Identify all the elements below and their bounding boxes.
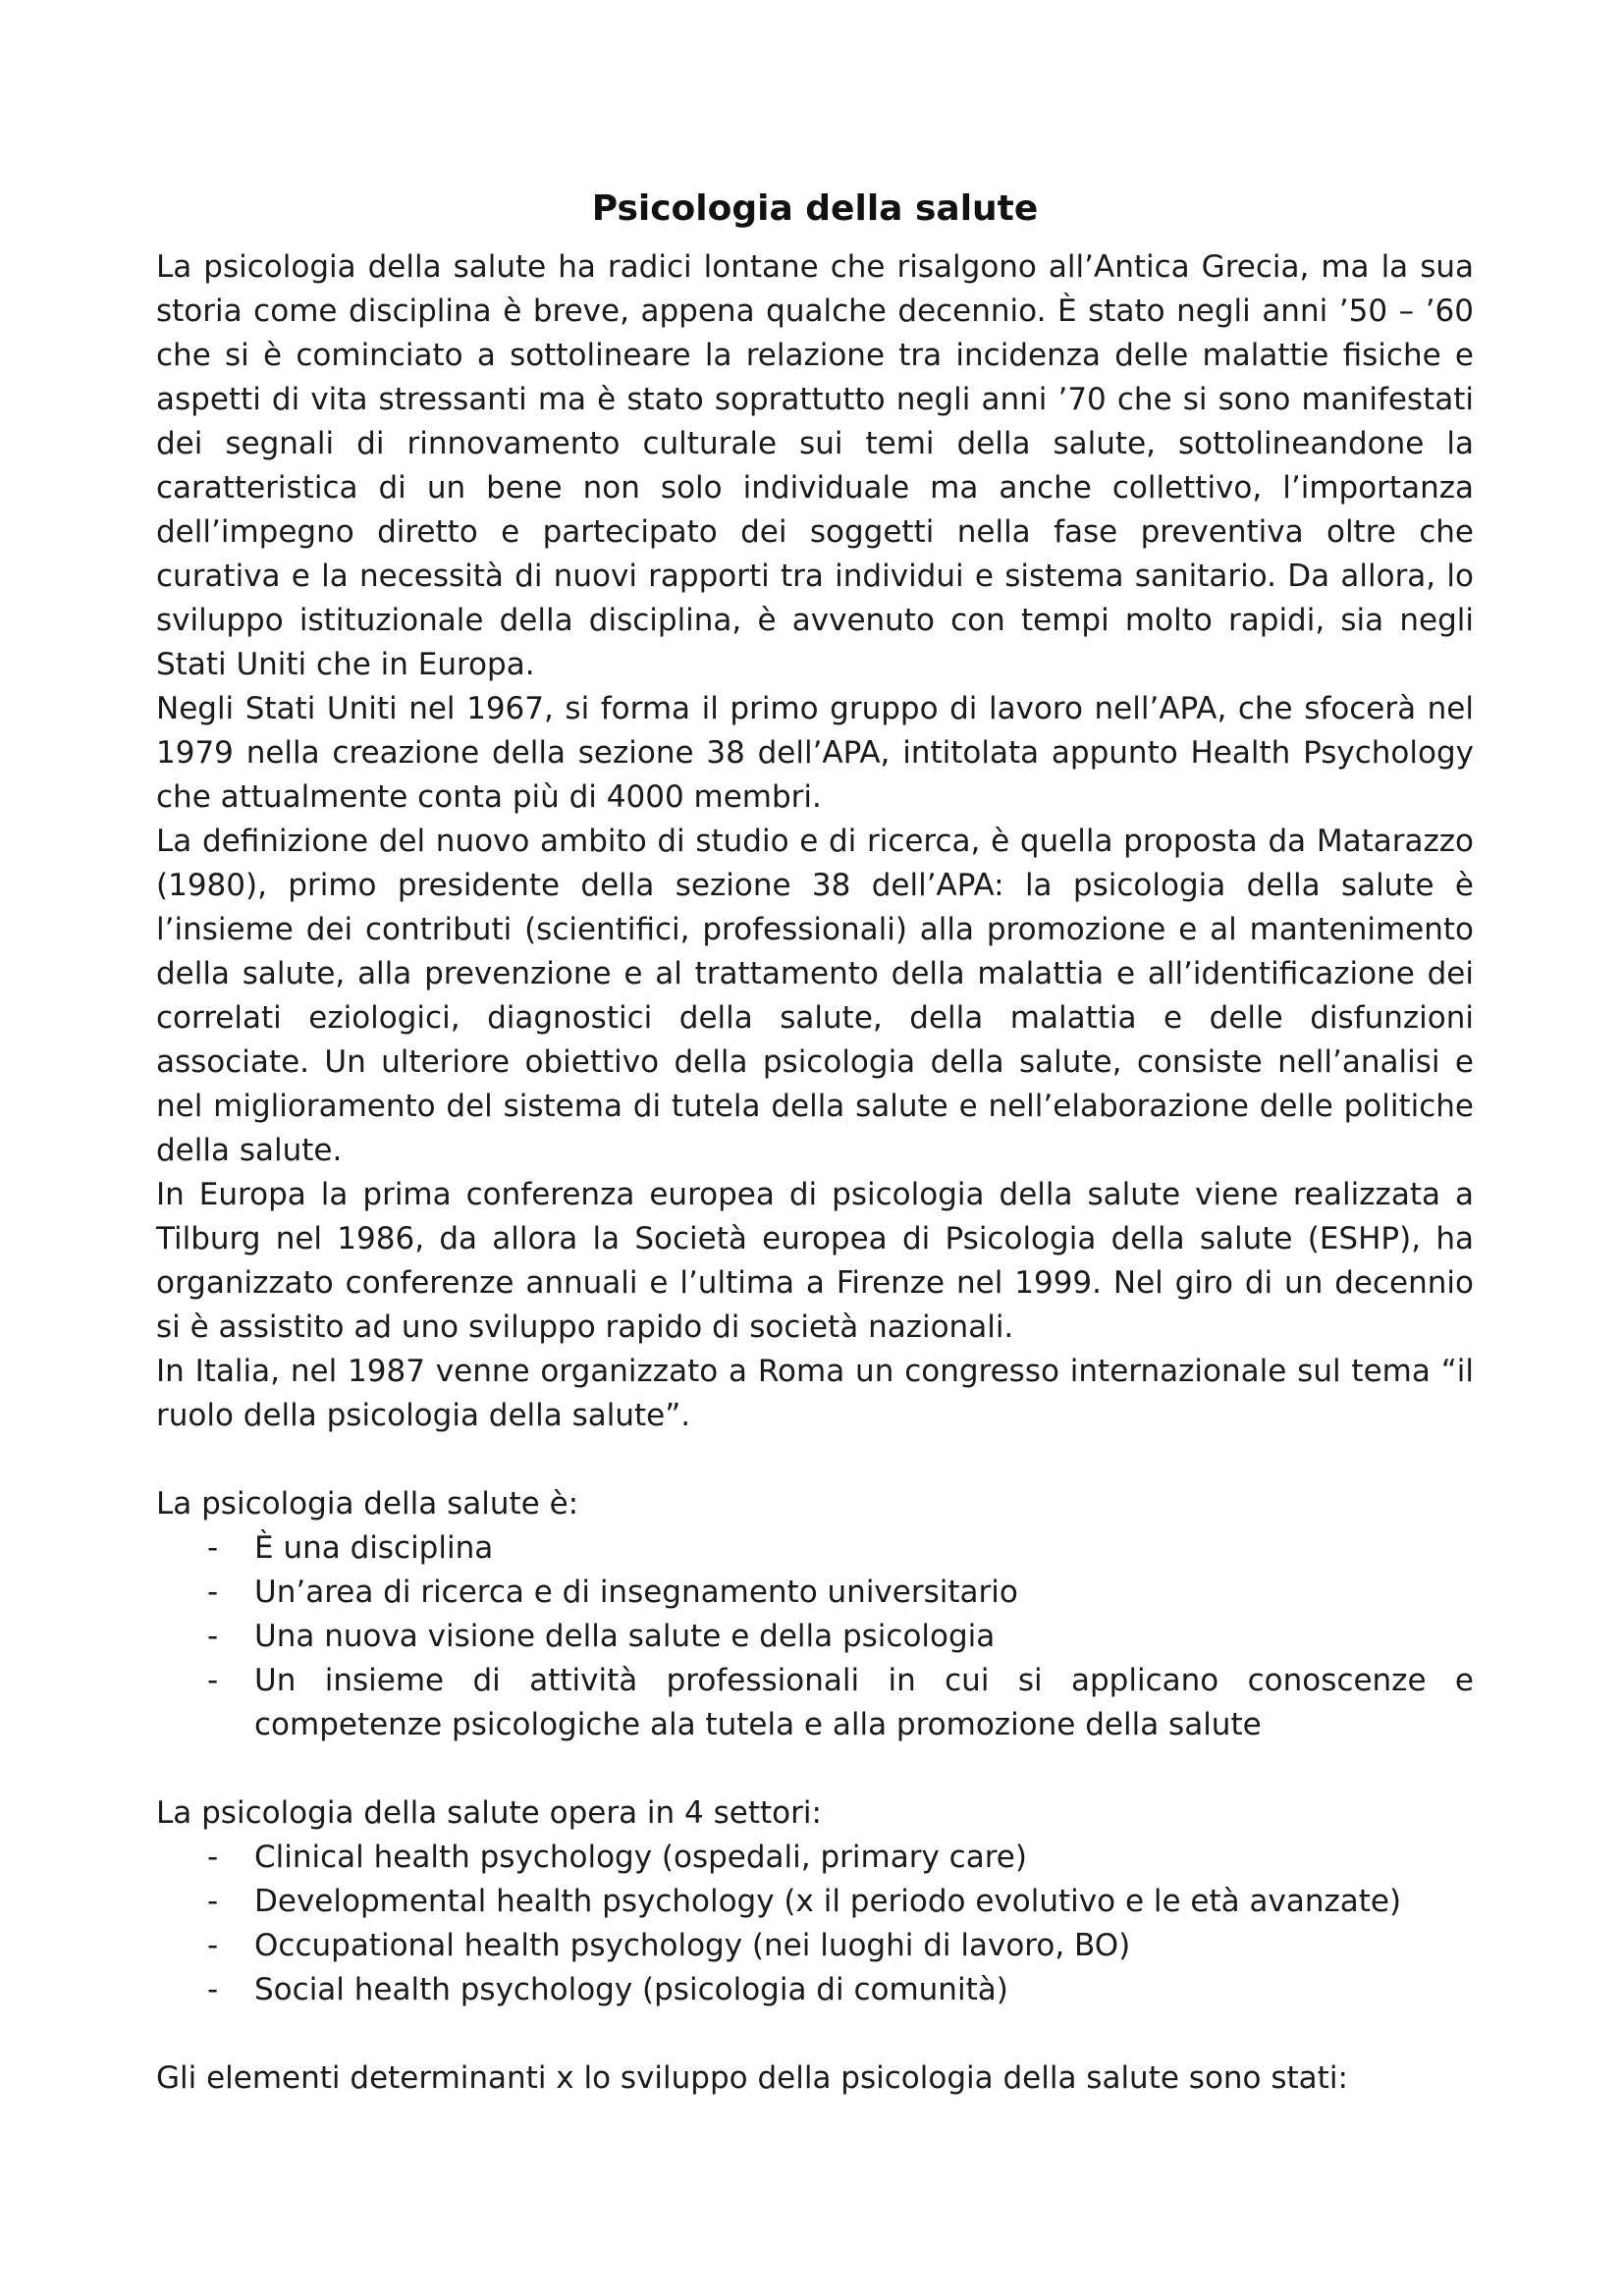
list-item — [156, 1571, 1474, 1615]
list-item-text: Occupational health psychology (nei luoghi di lavoro, BO) — [254, 1928, 1131, 1963]
list-item-text: È una disciplina — [254, 1530, 494, 1566]
list-item — [156, 1526, 1474, 1571]
list-dash: - — [207, 1663, 219, 1698]
list-dash: - — [207, 1619, 219, 1654]
list-item-text: Un insieme di attività professionali in cui si applicano conoscenze e competenze psicologiche ala tutela e alla promozione della salute — [254, 1663, 1474, 1742]
list-dash: - — [207, 1840, 219, 1875]
list-item — [156, 1659, 1474, 1747]
list-item — [156, 1615, 1474, 1659]
paragraph-italy: In Italia, nel 1987 venne organizzato a Roma un congresso internazionale sul tema “il ruolo della psicologia della salute”. — [156, 1354, 1474, 1433]
document-body — [156, 187, 1474, 2101]
list-dash: - — [207, 1972, 219, 2007]
paragraph-definition: La definizione del nuovo ambito di studio e di ricerca, è quella proposta da Matarazzo (1980), primo presidente della sezione 38 dell’APA: la psicologia della salute è l’insieme dei contributi (scientifici, professionali) alla promozione e al mantenimento della salute, alla prevenzione e al trattamento della malattia e all’identificazione dei correlati eziologici, diagnostici della salute, della malattia e delle disfunzioni associate. Un ulteriore obiettivo della psicologia della salute, consiste nell’analisi e nel miglioramento del sistema di tutela della salute e nell’elaborazione delle politiche della salute. — [156, 824, 1474, 1168]
spacer — [156, 2012, 1474, 2056]
list-item — [156, 1880, 1474, 1924]
paragraph-europe: In Europa la prima conferenza europea di psicologia della salute viene realizzata a Tilburg nel 1986, da allora la Società europea di Psicologia della salute (ESHP), ha organizzato conferenze annuali e l’ultima a Firenze nel 1999. Nel giro di un decennio si è assistito ad uno sviluppo rapido di società nazionali. — [156, 1177, 1474, 1345]
list-dash: - — [207, 1928, 219, 1963]
page-title: Psicologia della salute — [591, 188, 1039, 229]
closing-line: Gli elementi determinanti x lo sviluppo della psicologia della salute sono stati: — [156, 2060, 1348, 2096]
list-item — [156, 1836, 1474, 1880]
list-item-text: Developmental health psychology (x il periodo evolutivo e le età avanzate) — [254, 1884, 1402, 1919]
list-item — [156, 1924, 1474, 1968]
list-item-text: Un’area di ricerca e di insegnamento universitario — [254, 1575, 1018, 1610]
spacer — [156, 1747, 1474, 1791]
list-item-text: Una nuova visione della salute e della psicologia — [254, 1619, 996, 1654]
list-dash: - — [207, 1575, 219, 1610]
list-item-text: Social health psychology (psicologia di comunità) — [254, 1972, 1008, 2007]
definition-list — [156, 1526, 1474, 1747]
paragraph-usa: Negli Stati Uniti nel 1967, si forma il primo gruppo di lavoro nell’APA, che sfocerà nel 1979 nella creazione della sezione 38 dell’APA, intitolata appunto Health Psychology che attualmente conta più di 4000 membri. — [156, 691, 1474, 815]
paragraph-history: La psicologia della salute ha radici lontane che risalgono all’Antica Grecia, ma la sua storia come disciplina è breve, appena qualche decennio. È stato negli anni ’50 – ’60 che si è cominciato a sottolineare la relazione tra incidenza delle malattie fisiche e aspetti di vita stressanti ma è stato soprattutto negli anni ’70 che si sono manifestati dei segnali di rinnovamento culturale sui temi della salute, sottolineandone la caratteristica di un bene non solo individuale ma anche collettivo, l’importanza dell’impegno diretto e partecipato dei soggetti nella fase preventiva oltre che curativa e la necessità di nuovi rapporti tra individui e sistema sanitario. Da allora, lo sviluppo istituzionale della disciplina, è avvenuto con tempi molto rapidi, sia negli Stati Uniti che in Europa. — [156, 249, 1474, 682]
definition-list-intro: La psicologia della salute è: — [156, 1486, 579, 1522]
sectors-list-intro: La psicologia della salute opera in 4 settori: — [156, 1795, 822, 1831]
sectors-list — [156, 1836, 1474, 2012]
list-item — [156, 1968, 1474, 2012]
list-dash: - — [207, 1530, 219, 1566]
list-item-text: Clinical health psychology (ospedali, primary care) — [254, 1840, 1027, 1875]
spacer — [156, 1438, 1474, 1482]
list-dash: - — [207, 1884, 219, 1919]
